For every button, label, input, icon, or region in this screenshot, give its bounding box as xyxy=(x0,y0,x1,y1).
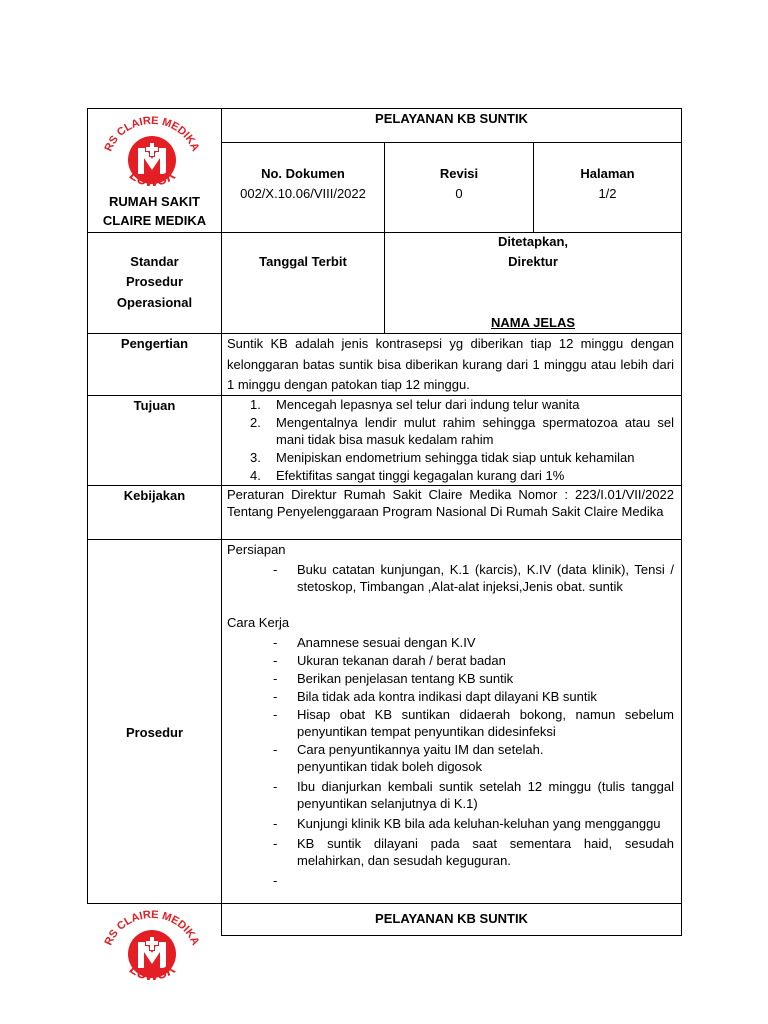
dash-marker: - xyxy=(273,671,278,686)
tujuan-item-number: 1. xyxy=(250,397,261,412)
table-line xyxy=(221,142,682,143)
document-title: PELAYANAN KB SUNTIK xyxy=(375,111,528,126)
cara-kerja-item xyxy=(273,652,674,669)
cara-kerja-item-text: Hisap obat KB suntikan didaerah bokong, namun sebelum penyuntikan tempat penyuntikan didesinfeksi xyxy=(297,707,674,739)
dash-marker: - xyxy=(273,873,278,888)
hospital-logo-footer xyxy=(95,906,207,992)
dash-marker: - xyxy=(273,816,278,831)
cara-kerja-item-text: Cara penyuntikannya yaitu IM dan setelah. penyuntikan tidak boleh digosok xyxy=(297,742,544,774)
sop-label-line3: Operasional xyxy=(116,295,193,310)
logo-top-text: RS CLAIRE MEDIKA xyxy=(102,908,202,948)
persiapan-item-text: Buku catatan kunjungan, K.1 (karcis), K.IV (data klinik), Tensi / stetoskop, Timbangan ,Alat-alat injeksi,Jenis obat. suntik xyxy=(297,562,674,594)
table-border-top xyxy=(87,108,682,109)
tujuan-item xyxy=(250,396,674,413)
cara-kerja-item-text: Ibu dianjurkan kembali suntik setelah 12 minggu (tulis tanggal penyuntikan selanjutnya di K.1) xyxy=(297,779,674,811)
dash-marker: - xyxy=(273,689,278,704)
cara-kerja-item xyxy=(273,835,674,869)
cara-kerja-item-text: Bila tidak ada kontra indikasi dapt dilayani KB suntik xyxy=(297,689,597,704)
tujuan-item-text: Menipiskan endometrium sehingga tidak siap untuk kehamilan xyxy=(276,450,635,465)
dash-marker: - xyxy=(273,653,278,668)
persiapan-label: Persiapan xyxy=(227,542,286,557)
doc-no-label: No. Dokumen xyxy=(261,166,345,181)
hospital-name-line1: RUMAH SAKIT xyxy=(109,194,200,209)
cara-kerja-item xyxy=(273,634,674,651)
cara-kerja-item xyxy=(273,815,674,832)
revisi-value: 0 xyxy=(455,186,463,201)
footer-document-title: PELAYANAN KB SUNTIK xyxy=(375,911,528,926)
tujuan-item-number: 4. xyxy=(250,468,261,483)
ditetapkan-label: Ditetapkan, xyxy=(497,234,569,249)
cara-kerja-label: Cara Kerja xyxy=(227,615,290,630)
cara-kerja-list xyxy=(273,634,674,889)
halaman-label: Halaman xyxy=(580,166,635,181)
hospital-logo xyxy=(95,112,207,198)
sop-label-line1: Standar xyxy=(130,254,179,269)
tujuan-list xyxy=(250,396,674,484)
table-line xyxy=(87,539,682,540)
halaman-value: 1/2 xyxy=(598,186,617,201)
tujuan-item xyxy=(250,449,674,466)
dash-marker: - xyxy=(273,836,278,851)
table-line xyxy=(221,935,682,936)
cara-kerja-item xyxy=(273,688,674,705)
tujuan-item xyxy=(250,467,674,484)
tujuan-item-text: Mencegah lepasnya sel telur dari indung telur wanita xyxy=(276,397,580,412)
tujuan-item-text: Efektifitas sangat tinggi kegagalan kurang dari 1% xyxy=(276,468,565,483)
cara-kerja-item-text: Berikan penjelasan tentang KB suntik xyxy=(297,671,514,686)
kebijakan-label: Kebijakan xyxy=(123,488,186,503)
nama-jelas: NAMA JELAS xyxy=(490,315,576,330)
dash-marker: - xyxy=(273,707,278,722)
cara-kerja-item-text: Anamnese sesuai dengan K.IV xyxy=(297,635,476,650)
logo-bottom-text: LUWUK xyxy=(127,959,179,984)
pengertian-text: Suntik KB adalah jenis kontrasepsi yg diberikan tiap 12 minggu dengan kelonggaran batas suntik bisa diberikan kurang dari 1 minggu atau lebih dari 1 minggu dengan patokan tiap 12 minggu. xyxy=(227,336,674,392)
cara-kerja-item-text: Ukuran tekanan darah / berat badan xyxy=(297,653,506,668)
cara-kerja-item xyxy=(273,706,674,740)
cara-kerja-item-text: Kunjungi klinik KB bila ada keluhan-keluhan yang mengganggu xyxy=(297,816,661,831)
revisi-label: Revisi xyxy=(439,166,479,181)
kebijakan-text: Peraturan Direktur Rumah Sakit Claire Medika Nomor : 223/I.01/VII/2022 Tentang Penyelenggaraan Program Nasional Di Rumah Sakit Claire Medika xyxy=(227,487,674,519)
cara-kerja-item xyxy=(273,778,674,812)
sop-label-line2: Prosedur xyxy=(125,274,184,289)
cara-kerja-item xyxy=(273,670,674,687)
pengertian-label: Pengertian xyxy=(120,336,189,351)
dash-marker: - xyxy=(273,779,278,794)
dash-marker: - xyxy=(273,635,278,650)
logo-top-text: RS CLAIRE MEDIKA xyxy=(102,114,202,154)
tujuan-item-number: 3. xyxy=(250,450,261,465)
cara-kerja-item xyxy=(273,741,587,775)
dash-marker: - xyxy=(273,742,278,757)
hospital-name-line2: CLAIRE MEDIKA xyxy=(102,213,207,228)
tujuan-item-text: Mengentalnya lendir mulut rahim sehingga spermatozoa atau sel mani tidak bisa masuk kedalam rahim xyxy=(276,415,674,447)
cara-kerja-item-text: KB suntik dilayani pada saat sementara haid, sesudah melahirkan, dan sesudah keguguran. xyxy=(297,836,674,868)
dash-marker: - xyxy=(273,562,278,577)
tanggal-terbit-label: Tanggal Terbit xyxy=(259,254,347,269)
tujuan-label: Tujuan xyxy=(133,398,176,413)
tujuan-item-number: 2. xyxy=(250,415,261,430)
tujuan-item xyxy=(250,414,674,448)
table-line xyxy=(87,903,682,904)
table-border-right xyxy=(681,108,682,936)
direktur-label: Direktur xyxy=(508,254,558,269)
doc-no-value: 002/X.10.06/VIII/2022 xyxy=(240,186,366,201)
prosedur-label: Prosedur xyxy=(125,725,184,740)
persiapan-item xyxy=(273,561,674,595)
persiapan-list xyxy=(273,561,674,595)
logo-bottom-text: LUWUK xyxy=(127,165,179,190)
table-col-divider xyxy=(221,108,222,904)
cara-kerja-item xyxy=(273,872,674,889)
